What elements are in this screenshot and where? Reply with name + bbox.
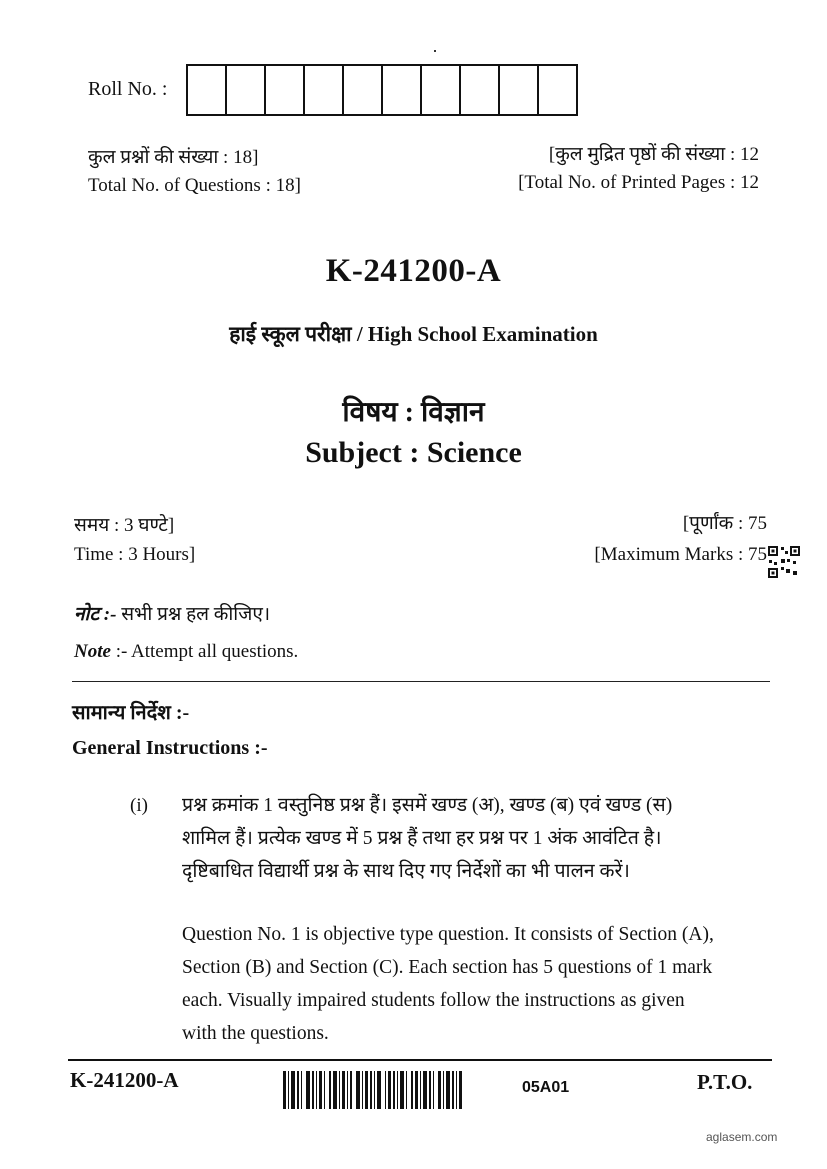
barcode-bar <box>388 1071 391 1109</box>
barcode-bar <box>288 1071 289 1109</box>
time-english: Time : 3 Hours] <box>74 544 196 565</box>
barcode-bar <box>374 1071 375 1109</box>
barcode-bar <box>339 1071 340 1109</box>
barcode-bar <box>443 1071 444 1109</box>
barcode-bar <box>333 1071 337 1109</box>
roll-digit-box[interactable] <box>188 66 227 114</box>
roll-number-boxes[interactable] <box>186 64 578 116</box>
instructions-heading-hindi: सामान्य निर्देश :- <box>72 702 190 724</box>
marks-hindi: [पूर्णांक : 75 <box>682 513 767 534</box>
instruction-text-english: Question No. 1 is objective type question. It consists of Section (A), Section (B) and Section (C). Each section has 5 questions of 1 mark each. Visually impaired students follow the instructions as given with the questions. <box>182 924 714 1044</box>
subject-hindi: विषय : विज्ञान <box>342 397 485 428</box>
footer-divider <box>68 1059 772 1061</box>
exam-name: हाई स्कूल परीक्षा / High School Examination <box>229 322 598 346</box>
barcode-bar <box>452 1071 454 1109</box>
roll-digit-box[interactable] <box>305 66 344 114</box>
total-pages-english: [Total No. of Printed Pages : 12 <box>518 172 759 193</box>
qr-code-icon <box>767 545 801 579</box>
barcode-bar <box>456 1071 457 1109</box>
booklet-serial: 05A01 <box>522 1079 570 1096</box>
roll-number-label: Roll No. : <box>88 78 168 100</box>
barcode-bar <box>362 1071 363 1109</box>
barcode-bar <box>393 1071 395 1109</box>
barcode-bar <box>329 1071 331 1109</box>
note-hindi <box>74 600 270 626</box>
roll-digit-box[interactable] <box>500 66 539 114</box>
barcode-bar <box>459 1071 462 1109</box>
barcode-bar <box>312 1071 314 1109</box>
barcode-bar <box>415 1071 418 1109</box>
barcode-bar <box>420 1071 421 1109</box>
barcode-bar <box>406 1071 407 1109</box>
roll-digit-box[interactable] <box>422 66 461 114</box>
note-label-english: Note <box>74 641 111 662</box>
subject-english: Subject : Science <box>305 436 522 469</box>
roll-digit-box[interactable] <box>266 66 305 114</box>
note-label-hindi: नोट :- <box>74 604 117 625</box>
paper-code-title: K-241200-A <box>325 253 502 289</box>
barcode-bar <box>347 1071 348 1109</box>
instruction-number: (i) <box>130 795 148 816</box>
barcode-bar <box>342 1071 345 1109</box>
marks-english: [Maximum Marks : 75 <box>594 544 767 565</box>
barcode-bar <box>324 1071 325 1109</box>
total-questions-english: Total No. of Questions : 18] <box>88 175 301 196</box>
barcode-bar <box>446 1071 450 1109</box>
time-hindi: समय : 3 घण्टे] <box>74 515 175 536</box>
roll-digit-box[interactable] <box>383 66 422 114</box>
barcode-bar <box>370 1071 372 1109</box>
barcode-bar <box>350 1071 352 1109</box>
roll-digit-box[interactable] <box>344 66 383 114</box>
footer-paper-code: K-241200-A <box>70 1068 179 1092</box>
section-divider <box>72 681 770 682</box>
barcode-bar <box>411 1071 413 1109</box>
barcode-bar <box>291 1071 295 1109</box>
roll-digit-box[interactable] <box>461 66 500 114</box>
total-pages-hindi: [कुल मुद्रित पृष्ठों की संख्या : 12 <box>548 144 759 165</box>
barcode-bar <box>429 1071 431 1109</box>
source-watermark: aglasem.com <box>706 1130 778 1144</box>
barcode-bar <box>356 1071 360 1109</box>
total-questions-hindi: कुल प्रश्नों की संख्या : 18] <box>88 147 259 168</box>
barcode-bar <box>397 1071 398 1109</box>
print-speck <box>434 50 436 52</box>
barcode-bar <box>433 1071 434 1109</box>
barcode-bar <box>377 1071 381 1109</box>
pto-label: P.T.O. <box>697 1070 753 1094</box>
barcode-bar <box>316 1071 317 1109</box>
roll-digit-box[interactable] <box>227 66 266 114</box>
instruction-text-hindi: प्रश्न क्रमांक 1 वस्तुनिष्ठ प्रश्न हैं। इसमें खण्ड (अ), खण्ड (ब) एवं खण्ड (स) शामिल हैं। प्रत्येक खण्ड में 5 प्रश्न हैं तथा हर प्रश्न पर 1 अंक आवंटित है। दृष्टिबाधित विद्यार्थी प्रश्न के साथ दिए गए निर्देशों का भी पालन करें। <box>182 795 673 882</box>
roll-digit-box[interactable] <box>539 66 576 114</box>
barcode-bar <box>297 1071 299 1109</box>
barcode-bar <box>438 1071 441 1109</box>
instructions-heading-english: General Instructions :- <box>72 737 268 759</box>
barcode-bar <box>423 1071 427 1109</box>
barcode-bar <box>283 1071 286 1109</box>
barcode-bar <box>306 1071 310 1109</box>
note-text-hindi: सभी प्रश्न हल कीजिए। <box>121 604 271 625</box>
note-english <box>74 641 298 663</box>
barcode-bar <box>319 1071 322 1109</box>
note-text-english: :- Attempt all questions. <box>115 641 299 662</box>
barcode-bar <box>400 1071 404 1109</box>
barcode-bar <box>301 1071 302 1109</box>
barcode-bar <box>385 1071 386 1109</box>
barcode-graphic <box>283 1071 501 1109</box>
barcode-bar <box>365 1071 368 1109</box>
